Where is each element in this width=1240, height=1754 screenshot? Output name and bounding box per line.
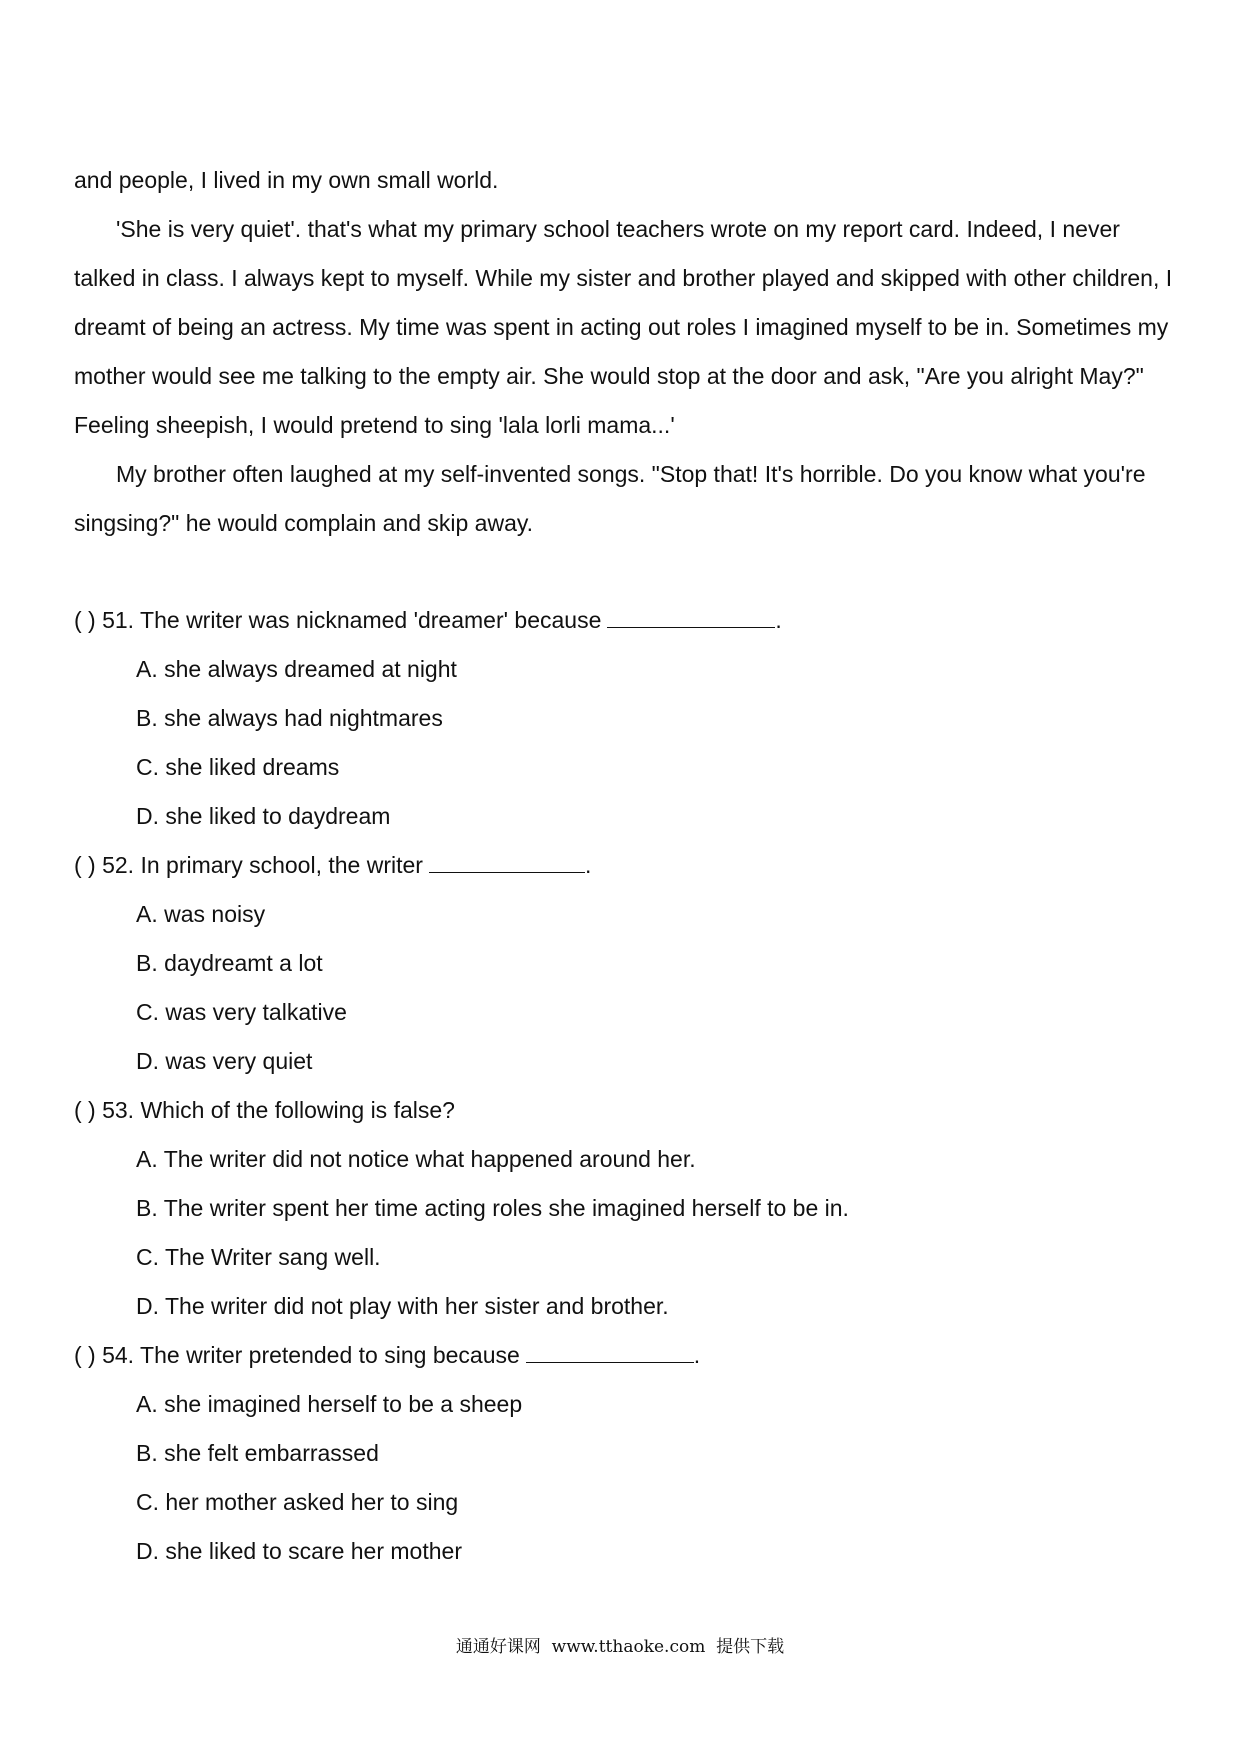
option-c: C. The Writer sang well. — [136, 1244, 381, 1270]
passage-paragraph: 'She is very quiet'. that's what my primary school teachers wrote on my report card. Indeed, I never talked in class. I always kept to myself. While my sister and brother played and skipped with other children, I dreamt of being an actress. My time was spent in acting out roles I imagined myself to be in. Sometimes my mother would see me talking to the empty air. She would stop at the door and ask, "Are you alright May?" Feeling sheepish, I would pretend to sing 'lala lorli mama...' — [74, 216, 1173, 438]
question-54 — [74, 1331, 1174, 1576]
option-d: D. was very quiet — [136, 1048, 313, 1074]
question-stem-text: ( ) 53. Which of the following is false? — [74, 1097, 455, 1123]
answer-blank — [526, 1340, 694, 1363]
question-list — [74, 596, 1174, 1576]
question-stem — [74, 596, 1174, 645]
question-stem-end: . — [775, 607, 782, 633]
option-d: D. she liked to scare her mother — [136, 1538, 462, 1564]
question-53 — [74, 1086, 1174, 1331]
passage-paragraph: and people, I lived in my own small world. — [74, 167, 499, 193]
question-stem-end: . — [584, 852, 592, 878]
option-a: A. was noisy — [136, 901, 266, 927]
option-b: B. daydreamt a lot — [136, 950, 323, 976]
option-a: A. she imagined herself to be a sheep — [136, 1391, 523, 1417]
question-stem-text: ( ) 52. In primary school, the writer — [74, 852, 423, 878]
option-b: B. she always had nightmares — [136, 705, 443, 731]
option-c: C. her mother asked her to sing — [136, 1489, 459, 1515]
answer-blank — [429, 850, 585, 873]
question-stem — [74, 1086, 1174, 1135]
option-c: C. was very talkative — [136, 999, 347, 1025]
question-52 — [74, 841, 1174, 1086]
question-stem — [74, 1331, 1174, 1380]
passage-paragraph: My brother often laughed at my self-invented songs. "Stop that! It's horrible. Do you know what you're singsing?" he would complain and skip away. — [74, 461, 1146, 536]
option-a: A. The writer did not notice what happened around her. — [136, 1146, 696, 1172]
question-stem — [74, 841, 1174, 890]
option-b: B. she felt embarrassed — [136, 1440, 379, 1466]
option-d: D. The writer did not play with her sister and brother. — [136, 1293, 669, 1319]
question-stem-text: ( ) 54. The writer pretended to sing because — [74, 1342, 520, 1368]
answer-blank — [607, 605, 775, 628]
option-d: D. she liked to daydream — [136, 803, 391, 829]
option-b: B. The writer spent her time acting roles she imagined herself to be in. — [136, 1195, 849, 1221]
page-footer: 通通好课网 www.tthaoke.com 提供下载 — [455, 1637, 785, 1657]
option-c: C. she liked dreams — [136, 754, 340, 780]
option-a: A. she always dreamed at night — [136, 656, 457, 682]
reading-passage — [74, 156, 1174, 548]
question-stem-end: . — [693, 1342, 701, 1368]
question-stem-text: ( ) 51. The writer was nicknamed 'dreamer' because — [74, 607, 602, 633]
question-51 — [74, 596, 1174, 841]
